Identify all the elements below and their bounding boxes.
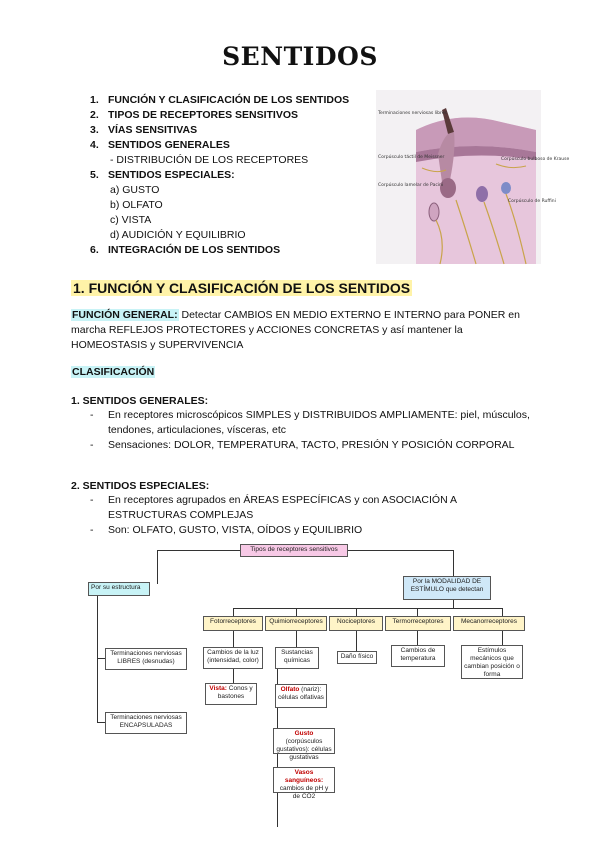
diagram-chemoreceptors: Quimiorreceptores bbox=[265, 616, 327, 631]
skin-label-pacini: Corpúsculo lamelar de Pacini bbox=[378, 183, 444, 188]
toc-subitem: - DISTRIBUCIÓN DE LOS RECEPTORES bbox=[110, 154, 309, 166]
skin-label-ruffini: Corpúsculo de Ruffini bbox=[508, 199, 556, 204]
diagram-vasos: Vasos sanguíneos: cambios de pH y de CO2 bbox=[273, 767, 335, 793]
skin-receptors-illustration bbox=[376, 90, 570, 264]
diagram-chemical-substances: Sustancias químicas bbox=[275, 647, 319, 669]
page-title: SENTIDOS bbox=[222, 42, 378, 71]
toc-item-1: 1. FUNCIÓN Y CLASIFICACIÓN DE LOS SENTIDOS bbox=[90, 94, 350, 106]
list-item: - Sensaciones: DOLOR, TEMPERATURA, TACTO, PRESIÓN Y POSICIÓN CORPORAL bbox=[88, 438, 538, 453]
diagram-photoreceptors: Fotorreceptores bbox=[203, 616, 263, 631]
toc-subitem: a) GUSTO bbox=[110, 184, 160, 196]
diagram-temperature-changes: Cambios de temperatura bbox=[391, 645, 445, 667]
skin-label-meissner: Corpúsculo táctil de Meissner bbox=[378, 155, 445, 160]
toc-item-5: 5. SENTIDOS ESPECIALES: bbox=[90, 169, 235, 181]
generales-heading: 1. SENTIDOS GENERALES: bbox=[71, 395, 209, 407]
receptor-types-diagram bbox=[85, 538, 545, 828]
diagram-encapsulated-endings: Terminaciones nerviosas ENCAPSULADAS bbox=[105, 712, 187, 734]
diagram-gusto: Gusto (corpúsculos gustativos): células gustativas bbox=[273, 728, 335, 754]
especiales-heading: 2. SENTIDOS ESPECIALES: bbox=[71, 480, 210, 492]
diagram-light-changes: Cambios de la luz (intensidad, color) bbox=[203, 647, 263, 669]
toc-subitem: d) AUDICIÓN Y EQUILIBRIO bbox=[110, 229, 246, 241]
toc-item-3: 3. VÍAS SENSITIVAS bbox=[90, 124, 198, 136]
toc-item-2: 2. TIPOS DE RECEPTORES SENSITIVOS bbox=[90, 109, 299, 121]
list-item: - En receptores agrupados en ÁREAS ESPECÍFICAS y con ASOCIACIÓN A ESTRUCTURAS COMPLEJAS bbox=[88, 493, 538, 523]
diagram-by-modality: Por la MODALIDAD DE ESTÍMULO que detectan bbox=[403, 576, 491, 600]
skin-label-krause: Corpúsculo bulboso de Krause bbox=[501, 157, 570, 162]
diagram-by-structure: Por su estructura bbox=[88, 582, 150, 596]
diagram-olfato: Olfato (nariz): células olfativas bbox=[275, 684, 327, 708]
diagram-free-nerve-endings: Terminaciones nerviosas LIBRES (desnudas) bbox=[105, 648, 187, 670]
clasificacion-heading: CLASIFICACIÓN bbox=[72, 366, 155, 378]
diagram-root: Tipos de receptores sensitivos bbox=[240, 544, 348, 557]
toc-item-6: 6. INTEGRACIÓN DE LOS SENTIDOS bbox=[90, 244, 281, 256]
diagram-mechanical-stimuli: Estímulos mecánicos que cambian posición o forma bbox=[461, 645, 523, 679]
list-item: - Son: OLFATO, GUSTO, VISTA, OÍDOS y EQUILIBRIO bbox=[88, 523, 538, 538]
skin-label-free-nerve: Terminaciones nerviosas libres bbox=[378, 111, 447, 116]
list-item: - En receptores microscópicos SIMPLES y DISTRIBUIDOS AMPLIAMENTE: piel, músculos, tendones, articulaciones, vísceras, etc bbox=[88, 408, 538, 438]
diagram-nociceptors: Nociceptores bbox=[329, 616, 383, 631]
toc-subitem: b) OLFATO bbox=[110, 199, 163, 211]
toc-item-4: 4. SENTIDOS GENERALES bbox=[90, 139, 230, 151]
section-heading: 1. FUNCIÓN Y CLASIFICACIÓN DE LOS SENTIDOS bbox=[73, 280, 411, 296]
diagram-thermoreceptors: Termorreceptores bbox=[385, 616, 451, 631]
diagram-vista: Vista: Conos y bastones bbox=[205, 683, 257, 705]
diagram-mechanoreceptors: Mecanorreceptores bbox=[453, 616, 525, 631]
table-of-contents bbox=[90, 93, 349, 258]
diagram-physical-damage: Daño físico bbox=[337, 651, 377, 664]
toc-subitem: c) VISTA bbox=[110, 214, 152, 226]
generales-list bbox=[88, 408, 538, 453]
especiales-list bbox=[88, 493, 538, 538]
funcion-general-paragraph: FUNCIÓN GENERAL: Detectar CAMBIOS EN MEDIO EXTERNO E INTERNO para PONER en marcha REFLEJOS PROTECTORES y ACCIONES CONCRETAS y así mantener la HOMEOSTASIS y SUPERVIVENCIA bbox=[71, 309, 520, 351]
